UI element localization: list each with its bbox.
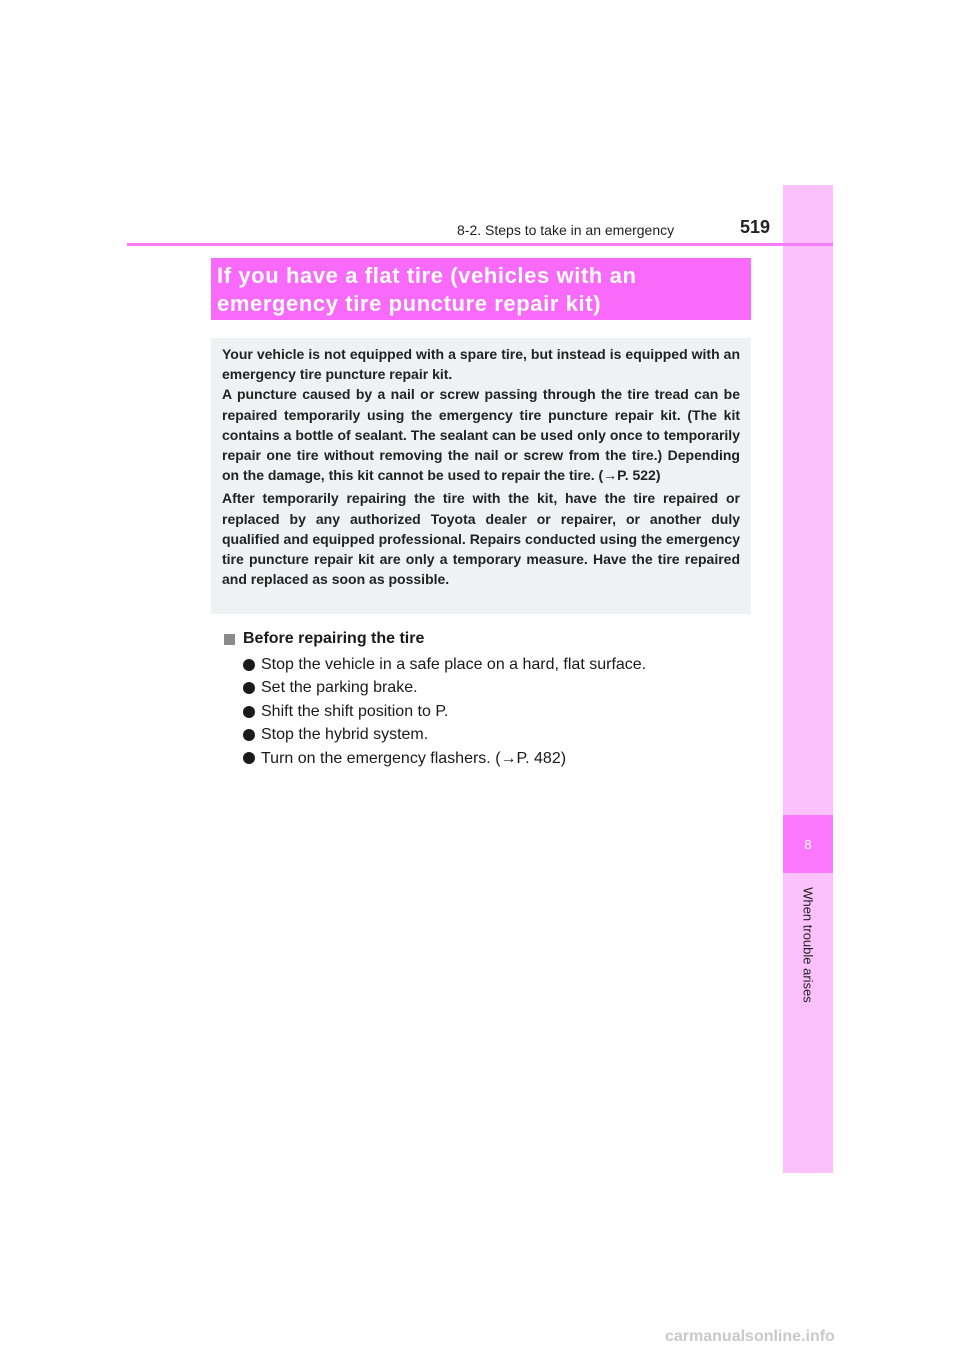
watermark: carmanualsonline.info — [665, 1328, 835, 1345]
bullet-icon — [243, 706, 255, 718]
square-bullet-icon — [224, 634, 235, 645]
title-banner — [211, 258, 751, 320]
side-tab — [783, 185, 833, 1173]
chapter-title: When trouble arises — [800, 887, 816, 1003]
page-title-line-1: If you have a flat tire (vehicles with an — [217, 263, 637, 288]
section-reference: 8-2. Steps to take in an emergency — [457, 222, 675, 238]
page-number: 519 — [740, 217, 771, 237]
before-repair-heading-text: Before repairing the tire — [243, 630, 425, 647]
before-repair-heading — [224, 630, 424, 648]
list-item — [243, 700, 646, 723]
bullet-icon — [243, 729, 255, 741]
intro-paragraph-1: Your vehicle is not equipped with a spare tire, but instead is equipped with an emergency tire puncture repair kit. — [222, 346, 740, 383]
page-title-line-2: emergency tire puncture repair kit) — [217, 291, 602, 316]
bullet-icon — [243, 659, 255, 671]
list-item — [243, 676, 646, 699]
list-item — [243, 747, 646, 770]
bullet-icon — [243, 682, 255, 694]
intro-box — [211, 338, 751, 614]
bullet-icon — [243, 752, 255, 764]
list-item-text: Shift the shift position to P. — [261, 702, 449, 720]
header-divider — [127, 243, 833, 246]
list-item-text: Turn on the emergency flashers. (→P. 482) — [261, 749, 567, 767]
list-item — [243, 723, 646, 746]
list-item-text: Stop the vehicle in a safe place on a hard, flat surface. — [261, 656, 647, 673]
list-item — [243, 653, 646, 676]
before-repair-list — [243, 653, 646, 770]
page-title — [217, 262, 745, 318]
list-item-text: Stop the hybrid system. — [261, 726, 429, 744]
intro-paragraph-2: A puncture caused by a nail or screw passing through the tire tread can be repaired temporarily using the emergency tire puncture repair kit. (The kit contains a bottle of sealant. The sealant can be used only once to temporarily repair one tire without removing the nail or screw from the tire.) Depending on the damage, this kit cannot be used to repair the tire. (→P. 522) — [222, 386, 740, 484]
intro-paragraph-3: After temporarily repairing the tire with the kit, have the tire repaired or replaced by any authorized Toyota dealer or repairer, or another duly qualified and equipped professional. Repairs conducted using the emergency tire puncture repair kit are only a temporary measure. Have the tire repaired and replaced as soon as possible. — [222, 490, 740, 588]
list-item-text: Set the parking brake. — [261, 679, 418, 697]
chapter-number: 8 — [783, 815, 833, 873]
